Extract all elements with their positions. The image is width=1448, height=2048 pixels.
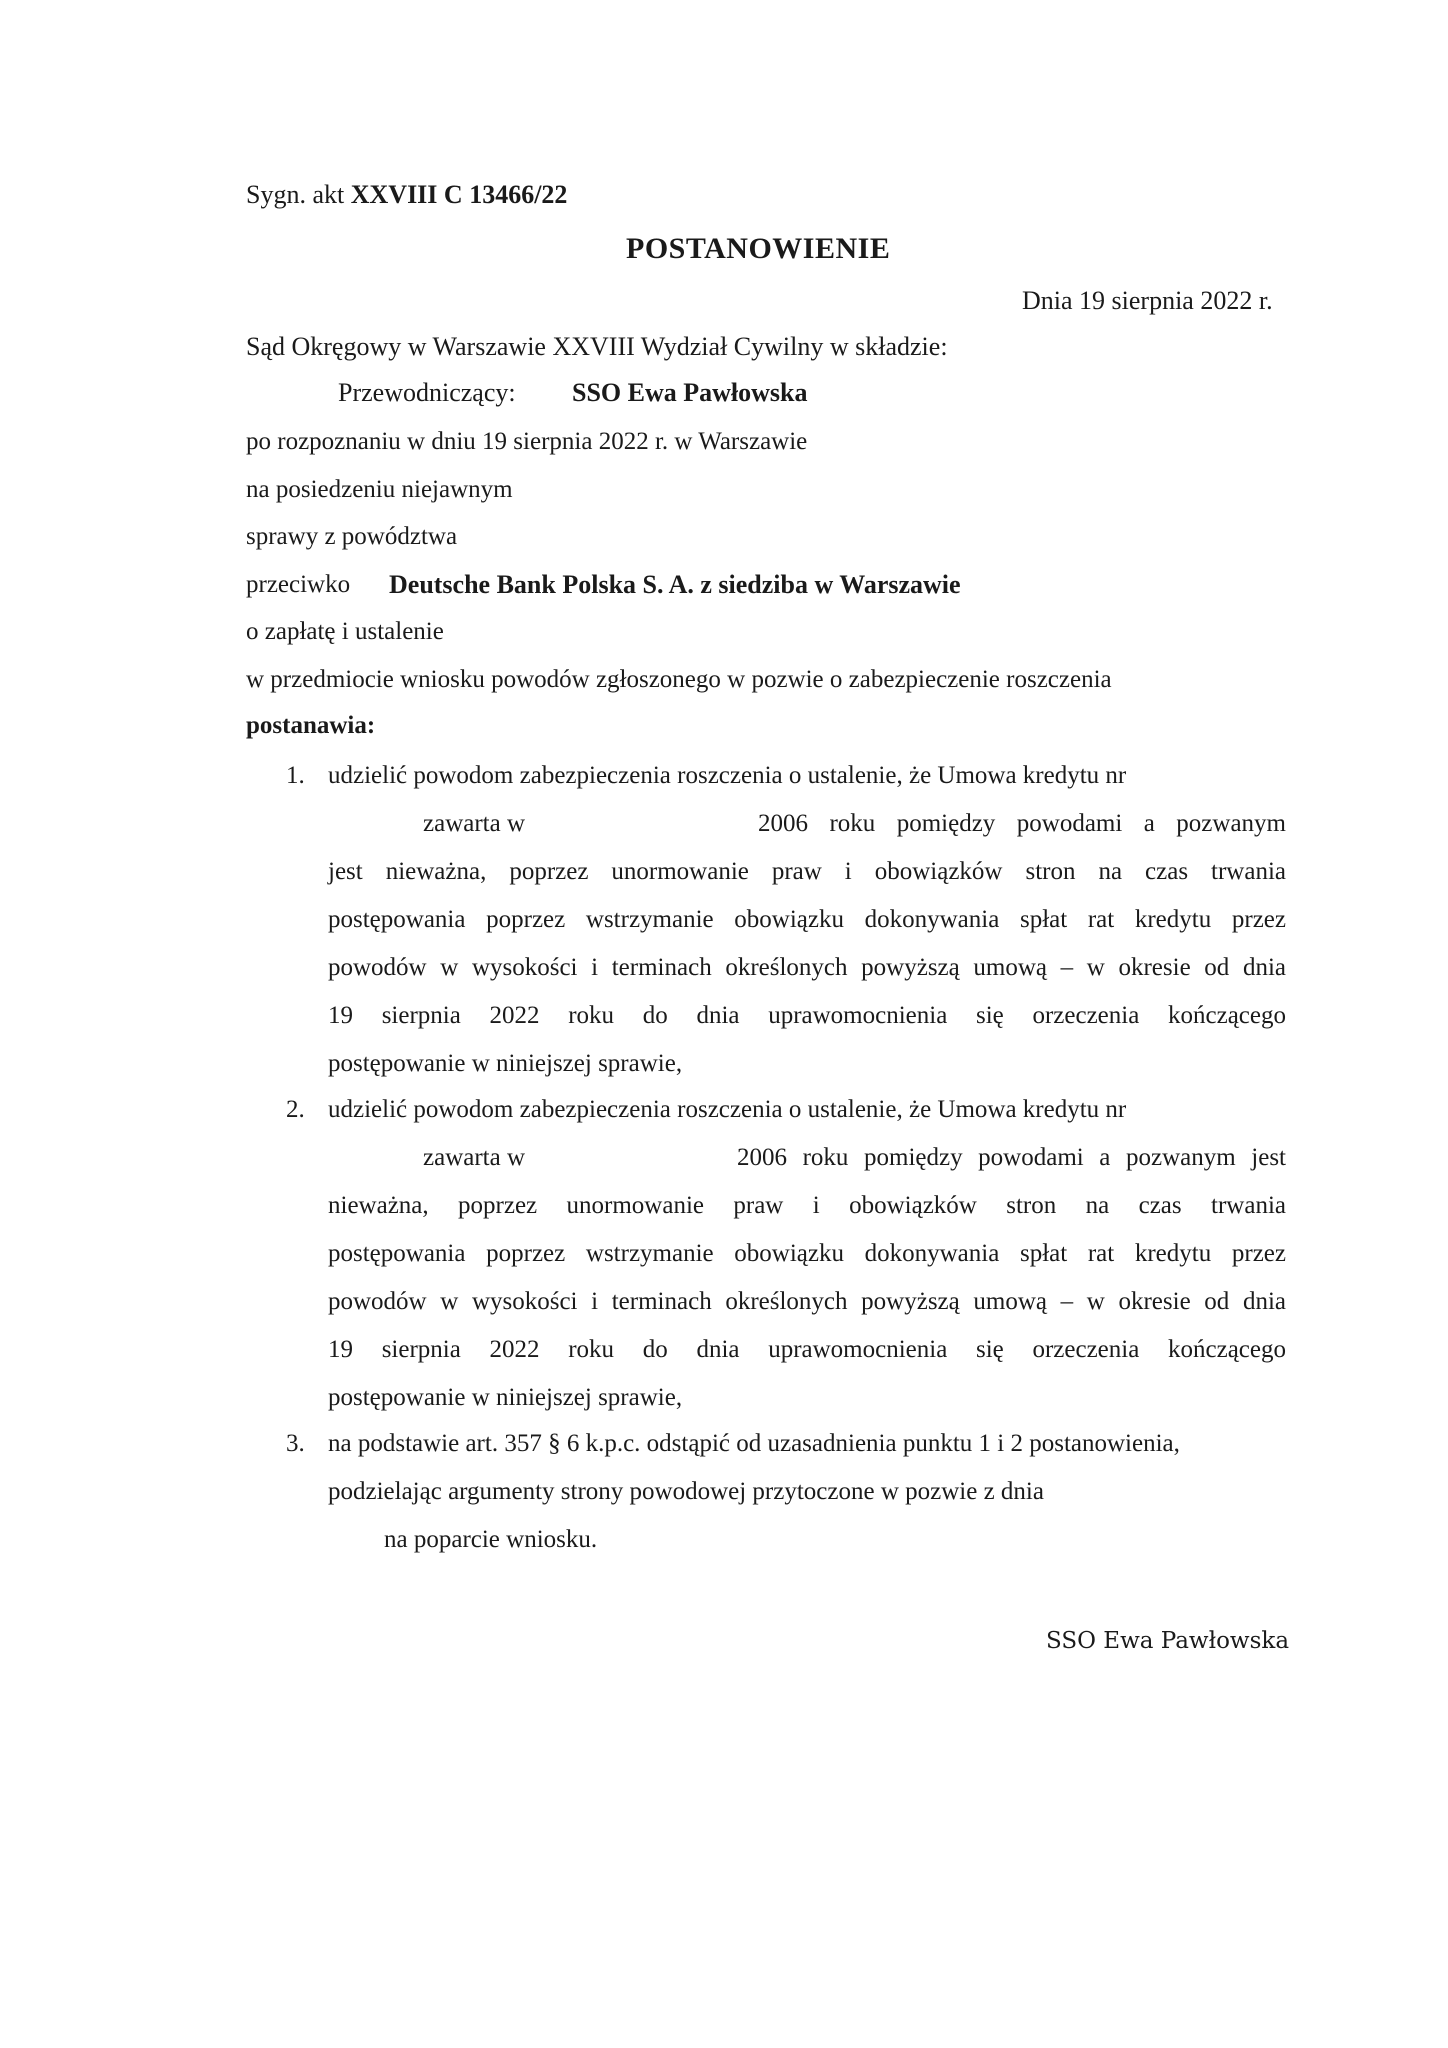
item-number: 2. [286,1096,305,1123]
item-line: powodów w wysokości i terminach określonych powyższą umową – w okresie od dnia [328,1288,1286,1315]
case-reference [246,180,567,210]
item-line: postępowania poprzez wstrzymanie obowiązku dokonywania spłat rat kredytu przez [328,906,1286,933]
defendant-name: Deutsche Bank Polska S. A. z siedziba w Warszawie [389,570,961,599]
chair-name: SSO Ewa Pawłowska [572,378,808,407]
item-line: zawarta w [423,810,526,837]
item-line: postępowania poprzez wstrzymanie obowiązku dokonywania spłat rat kredytu przez [328,1240,1286,1267]
claim-from: sprawy z powództwa [246,523,458,550]
decides-heading: postanawia: [246,712,376,739]
court-composition: Sąd Okręgowy w Warszawie XXVIII Wydział Cywilny w składzie: [246,332,948,361]
item-line: udzielić powodom zabezpieczenia roszczenia o ustalenie, że Umowa kredytu nr [328,1096,1127,1123]
item-line: 19 sierpnia 2022 roku do dnia uprawomocnienia się orzeczenia kończącego [328,1002,1286,1029]
item-line: udzielić powodom zabezpieczenia roszczenia o ustalenie, że Umowa kredytu nr [328,762,1127,789]
item-line: jest nieważna, poprzez unormowanie praw i obowiązków stron na czas trwania [328,858,1286,885]
hearing-info: po rozpoznaniu w dniu 19 sierpnia 2022 r. w Warszawie [246,428,808,455]
chair-label: Przewodniczący: [338,378,516,407]
item-line: 2006 roku pomiędzy powodami a pozwanym jest [737,1144,1286,1171]
item-line: powodów w wysokości i terminach określonych powyższą umową – w okresie od dnia [328,954,1286,981]
session-type: na posiedzeniu niejawnym [246,476,513,503]
item-line: 2006 roku pomiędzy powodami a pozwanym [758,810,1286,837]
item-line: postępowanie w niniejszej sprawie, [328,1384,683,1411]
item-number: 3. [286,1430,305,1457]
item-number: 1. [286,762,305,789]
against-label: przeciwko [246,571,351,598]
case-reference-prefix: Sygn. akt [246,180,345,209]
item-line: postępowanie w niniejszej sprawie, [328,1050,683,1077]
motion-subject: w przedmiocie wniosku powodów zgłoszonego w pozwie o zabezpieczenie roszczenia [246,666,1112,693]
item-line: na podstawie art. 357 § 6 k.p.c. odstąpić od uzasadnienia punktu 1 i 2 postanowienia, [328,1430,1180,1457]
item-line: podzielając argumenty strony powodowej przytoczone w pozwie z dnia [328,1478,1044,1505]
judge-signature: SSO Ewa Pawłowska [1046,1628,1290,1654]
item-line: zawarta w [423,1144,526,1171]
item-line: nieważna, poprzez unormowanie praw i obowiązków stron na czas trwania [328,1192,1286,1219]
item-line: na poparcie wniosku. [384,1526,598,1553]
case-number: XXVIII C 13466/22 [350,180,568,209]
document-date: Dnia 19 sierpnia 2022 r. [1022,286,1273,315]
document-title: POSTANOWIENIE [626,232,891,265]
item-line: 19 sierpnia 2022 roku do dnia uprawomocnienia się orzeczenia kończącego [328,1336,1286,1363]
claim-subject: o zapłatę i ustalenie [246,618,444,645]
